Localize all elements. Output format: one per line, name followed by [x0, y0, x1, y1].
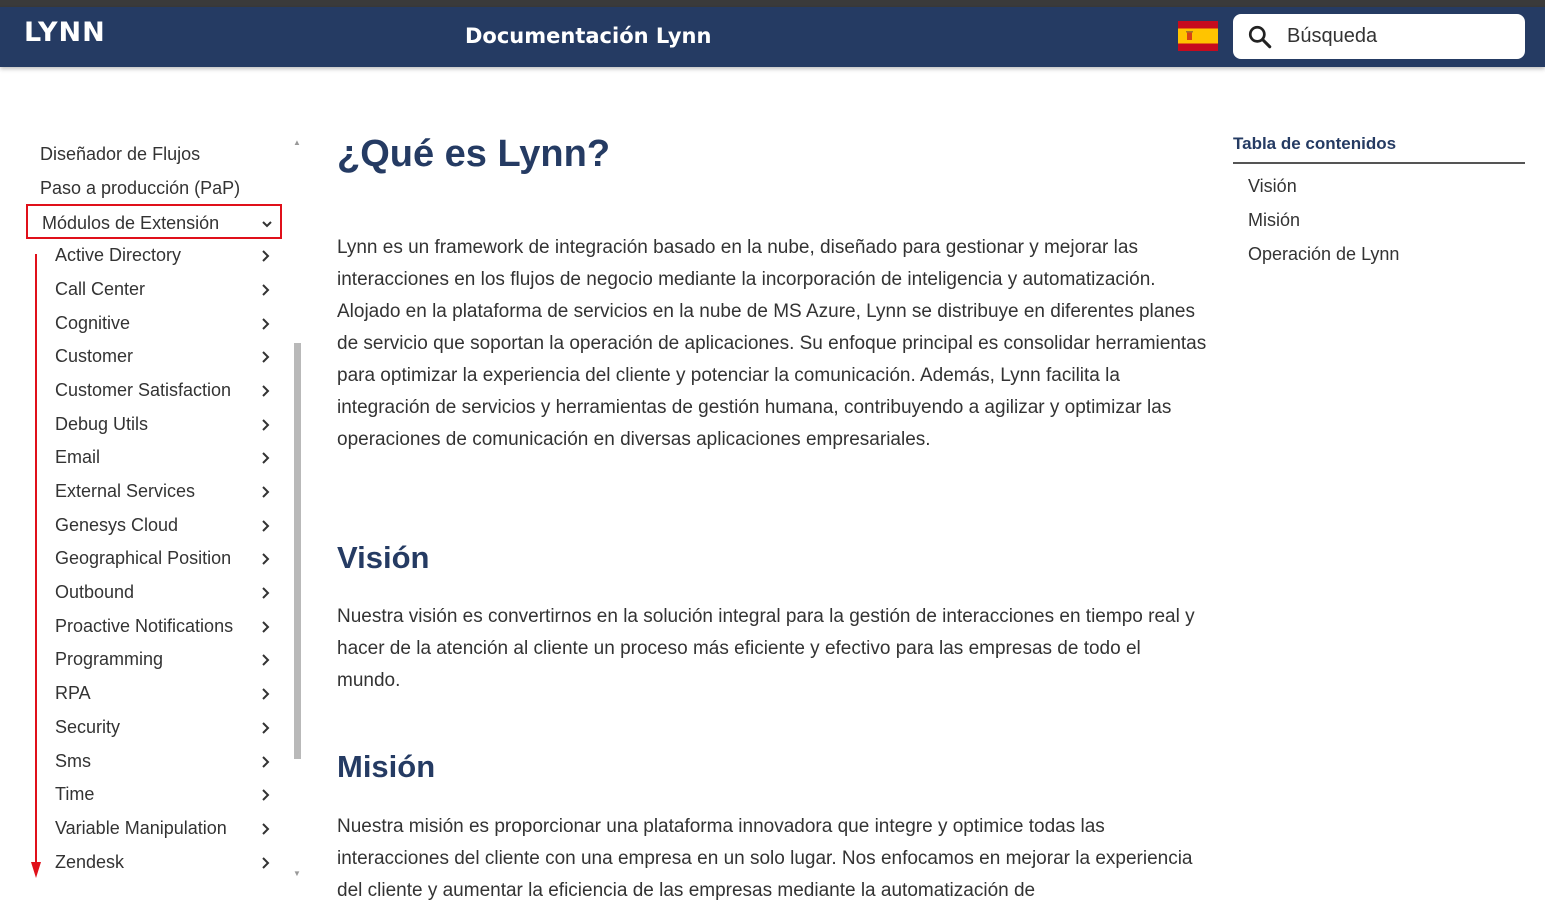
sidebar-subitem-active-directory[interactable]: Active Directory	[55, 245, 182, 265]
toc-title: Tabla de contenidos	[1233, 134, 1525, 164]
site-header	[0, 7, 1545, 67]
sidebar-subitem-security[interactable]: Security	[55, 717, 121, 737]
chevron-right-icon[interactable]	[259, 485, 271, 499]
sidebar-subitem-cognitive[interactable]: Cognitive	[55, 313, 131, 333]
search-icon	[1247, 24, 1273, 50]
chevron-right-icon[interactable]	[259, 418, 271, 432]
chevron-right-icon[interactable]	[259, 350, 271, 364]
table-of-contents	[1233, 134, 1525, 264]
sidebar-item-paso-a-produccion[interactable]: Paso a producción (PaP)	[40, 178, 241, 198]
intro-paragraph: Lynn es un framework de integración basado en la nube, diseñado para gestionar y mejorar las interacciones en los flujos de negocio mediante la incorporación de inteligencia y automatización. Alojado en la plataforma de servicios en la nube de MS Azure, Lynn se distribuye en diferentes planes de servicio que soportan la operación de aplicaciones. Su enfoque principal es consolidar herramientas para optimizar la experiencia del cliente y potenciar la comunicación. Además, Lynn facilita la integración de servicios y herramientas de gestión humana, contribuyendo a agilizar y optimizar las operaciones de comunicación en diversas aplicaciones empresariales.	[337, 237, 1207, 450]
sidebar-subitem-variable-manipulation[interactable]: Variable Manipulation	[55, 818, 227, 838]
red-annotation-arrow	[30, 254, 42, 880]
toc-item-vision[interactable]: Visión	[1248, 176, 1297, 196]
search-input[interactable]	[1287, 22, 1507, 50]
sidebar-subitem-debug-utils[interactable]: Debug Utils	[55, 414, 149, 434]
toc-item-operacion-de-lynn[interactable]: Operación de Lynn	[1248, 244, 1400, 264]
sidebar-subitem-email[interactable]: Email	[55, 447, 101, 467]
sidebar-subitem-genesys-cloud[interactable]: Genesys Cloud	[55, 515, 179, 535]
chevron-right-icon[interactable]	[259, 620, 271, 634]
chevron-right-icon[interactable]	[259, 822, 271, 836]
sidebar-subitem-zendesk[interactable]: Zendesk	[55, 852, 125, 872]
sidebar-subitem-customer-satisfaction[interactable]: Customer Satisfaction	[55, 380, 232, 400]
browser-top-strip	[0, 0, 1545, 7]
chevron-right-icon[interactable]	[259, 519, 271, 533]
vision-heading: Visión	[337, 540, 430, 575]
chevron-right-icon[interactable]	[259, 552, 271, 566]
sidebar-subitem-call-center[interactable]: Call Center	[55, 279, 146, 299]
mission-heading: Misión	[337, 749, 436, 784]
chevron-right-icon[interactable]	[259, 283, 271, 297]
search-box[interactable]	[1233, 14, 1525, 59]
spain-flag-icon[interactable]	[1178, 21, 1218, 51]
chevron-right-icon[interactable]	[259, 755, 271, 769]
chevron-right-icon[interactable]	[259, 653, 271, 667]
chevron-right-icon[interactable]	[259, 856, 271, 870]
scroll-down-arrow-icon[interactable]: ▼	[293, 869, 301, 878]
chevron-right-icon[interactable]	[259, 687, 271, 701]
vision-paragraph: Nuestra visión es convertirnos en la solución integral para la gestión de interacciones en tiempo real y hacer de la atención al cliente un proceso más eficiente y efectivo para las empresas de todo el mundo.	[337, 606, 1195, 691]
chevron-down-icon[interactable]	[261, 218, 273, 230]
chevron-right-icon[interactable]	[259, 586, 271, 600]
sidebar-subitem-rpa[interactable]: RPA	[55, 683, 91, 703]
page-title: ¿Qué es Lynn?	[337, 133, 611, 175]
mission-paragraph: Nuestra misión es proporcionar una plataforma innovadora que integre y optimice todas las interacciones del cliente con una empresa en un solo lugar. Nos enfocamos en mejorar la experiencia del cliente y aumentar la eficiencia de las empresas mediante la automatización de	[337, 816, 1193, 901]
sidebar-item-disenador-de-flujos[interactable]: Diseñador de Flujos	[40, 144, 201, 164]
scroll-up-arrow-icon[interactable]: ▲	[293, 138, 301, 147]
sidebar-item-label: Módulos de Extensión	[42, 213, 220, 233]
site-title[interactable]: Documentación Lynn	[465, 24, 712, 48]
sidebar-subitem-sms[interactable]: Sms	[55, 751, 91, 771]
sidebar-subitem-outbound[interactable]: Outbound	[55, 582, 135, 602]
chevron-right-icon[interactable]	[259, 721, 271, 735]
sidebar-item-modulos-de-extension[interactable]	[26, 204, 282, 239]
toc-item-mision[interactable]: Misión	[1248, 210, 1301, 230]
chevron-right-icon[interactable]	[259, 249, 271, 263]
chevron-right-icon[interactable]	[259, 317, 271, 331]
sidebar-subitem-time[interactable]: Time	[55, 784, 95, 804]
sidebar-subitem-proactive-notifications[interactable]: Proactive Notifications	[55, 616, 234, 636]
sidebar-subitem-programming[interactable]: Programming	[55, 649, 164, 669]
sidebar-scrollbar-thumb[interactable]	[294, 343, 301, 759]
lynn-logo[interactable]: LYNN	[24, 17, 106, 48]
sidebar-subitem-external-services[interactable]: External Services	[55, 481, 196, 501]
sidebar-subitem-customer[interactable]: Customer	[55, 346, 134, 366]
sidebar-subitem-geographical-position[interactable]: Geographical Position	[55, 548, 232, 568]
chevron-right-icon[interactable]	[259, 788, 271, 802]
chevron-right-icon[interactable]	[259, 451, 271, 465]
chevron-right-icon[interactable]	[259, 384, 271, 398]
